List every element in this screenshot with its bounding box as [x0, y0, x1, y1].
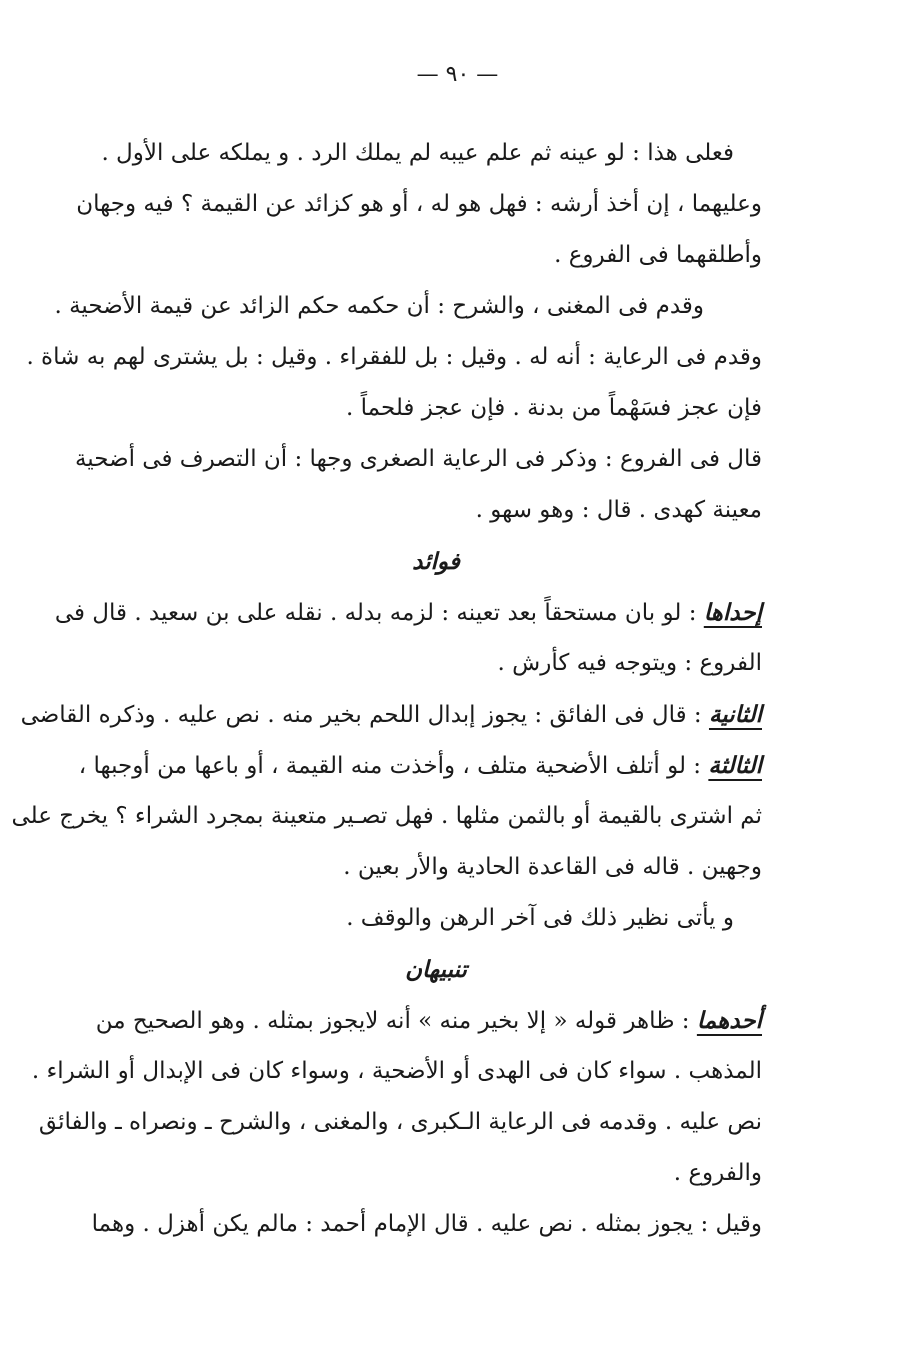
text-line: وجهين . قاله فى القاعدة الحادية والأر بعين . [343, 854, 762, 880]
text-line: وقدم فى المغنى ، والشرح : أن حكمه حكم الزائد عن قيمة الأضحية . [54, 293, 704, 319]
text-line: وأطلقهما فى الفروع . [554, 242, 762, 268]
text-line: قال فى الفروع : وذكر فى الرعاية الصغرى وجها : أن التصرف فى أضحية [74, 446, 762, 472]
item-lead: الثالثة [708, 752, 762, 779]
text-line: فإن عجز فسَهْماً من بدنة . فإن عجز فلحماً . [346, 395, 762, 421]
text-line: نص عليه . وقدمه فى الرعاية الـكبرى ، والمغنى ، والشرح ـ ونصراه ـ والفائق [38, 1109, 762, 1135]
section-heading-fawaid: فوائد [412, 548, 460, 575]
item-lead: إحداها [703, 599, 762, 626]
text-line: ثم اشترى بالقيمة أو بالثمن مثلها . فهل تصـير متعينة بمجرد الشراء ؟ يخرج على [11, 803, 762, 829]
text-line: الفروع : ويتوجه فيه كأرش . [497, 650, 762, 676]
text-line [95, 995, 762, 1046]
text-line [54, 587, 762, 638]
text-line: والفروع . [673, 1160, 762, 1186]
text-line: وقيل : يجوز بمثله . نص عليه . قال الإمام أحمد : مالم يكن أهزل . وهما [91, 1211, 762, 1237]
item-text: : ظاهر قوله « إلا بخير منه » أنه لايجوز بمثله . وهو الصحيح من [95, 1008, 697, 1034]
text-line [78, 740, 762, 791]
text-line: وقدم فى الرعاية : أنه له . وقيل : بل للفقراء . وقيل : بل يشترى لهم به شاة . [26, 344, 762, 370]
text-line: معينة كهدى . قال : وهو سهو . [475, 497, 762, 523]
item-lead: الثانية [708, 701, 762, 728]
item-text: : قال فى الفائق : يجوز إبدال اللحم بخير منه . نص عليه . وذكره القاضى [20, 702, 709, 728]
item-text: : لو أتلف الأضحية متلف ، وأخذت منه القيمة ، أو باعها من أوجبها ، [78, 753, 709, 779]
page-number: — ٩٠ — [416, 62, 499, 87]
section-heading-tanbihan: تنبيهان [405, 956, 467, 983]
item-lead: أحدهما [696, 1007, 762, 1034]
text-line: و يأتى نظير ذلك فى آخر الرهن والوقف . [346, 905, 734, 931]
item-text: : لو بان مستحقاً بعد تعينه : لزمه بدله . نقله على بن سعيد . قال فى [54, 600, 704, 626]
text-line [20, 689, 762, 740]
text-line: فعلى هذا : لو عينه ثم علم عيبه لم يملك الرد . و يملكه على الأول . [101, 140, 734, 166]
body-text [11, 128, 762, 1250]
text-line: المذهب . سواء كان فى الهدى أو الأضحية ، وسواء كان فى الإبدال أو الشراء . [31, 1058, 762, 1084]
text-line: وعليهما ، إن أخذ أرشه : فهل هو له ، أو هو كزائد عن القيمة ؟ فيه وجهان [76, 191, 762, 217]
